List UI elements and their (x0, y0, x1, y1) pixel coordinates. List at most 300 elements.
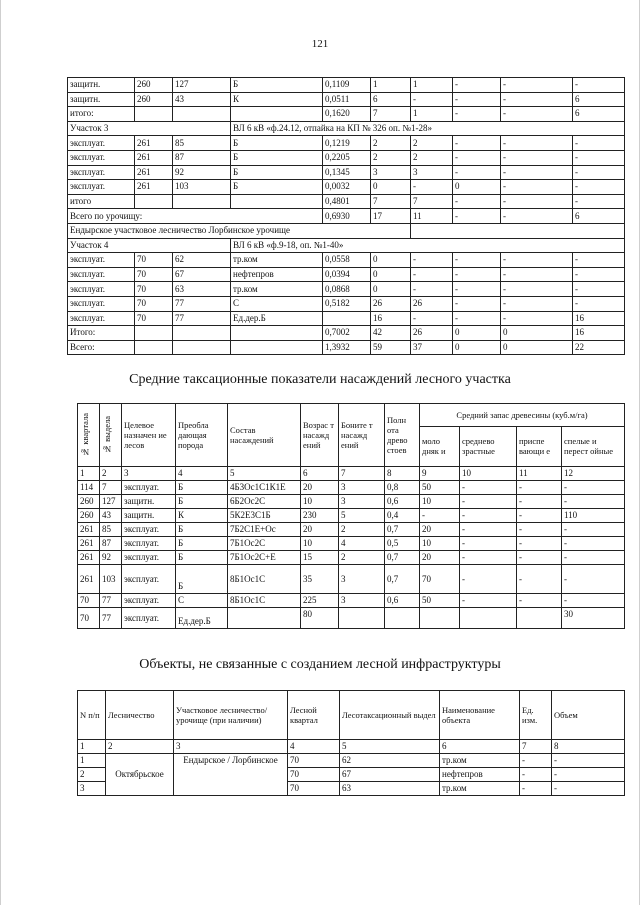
table-row (68, 194, 625, 209)
table-cell: 261 (135, 150, 173, 165)
objects-body (78, 740, 625, 796)
table-cell: 70 (420, 565, 460, 594)
table-cell (231, 326, 323, 341)
table-cell: - (420, 509, 460, 523)
table-cell: эксплуат. (122, 537, 176, 551)
column-number: 2 (100, 467, 122, 481)
table-cell: 110 (562, 509, 625, 523)
col-num: N п/п (78, 691, 106, 740)
table-cell: - (562, 565, 625, 594)
table-cell: 35 (301, 565, 339, 594)
table-cell: 77 (100, 608, 122, 629)
table-cell: 4Б3Ос1С1К1Е (228, 481, 301, 495)
table-cell: 80 (301, 608, 339, 629)
table-cell: - (460, 594, 517, 608)
table-cell: - (460, 551, 517, 565)
table-row (68, 282, 625, 297)
table-cell: 1 (78, 754, 106, 768)
table-cell: 26 (371, 296, 411, 311)
table-cell: 43 (173, 92, 231, 107)
table-cell: - (517, 509, 562, 523)
table-cell: С (231, 296, 323, 311)
table-cell: Б (176, 565, 228, 594)
col-stock: Средний запас древесины (куб.м/га) (420, 404, 625, 427)
table-cell (385, 608, 420, 629)
table-cell (173, 340, 231, 355)
table-cell: - (453, 92, 501, 107)
table-cell: 70 (135, 296, 173, 311)
table-cell: 62 (173, 253, 231, 268)
table-cell: - (573, 194, 625, 209)
table-cell: 8Б1Ос1С (228, 594, 301, 608)
table-cell: 1,3932 (323, 340, 371, 355)
table-cell: - (460, 523, 517, 537)
table-cell (323, 311, 371, 326)
table-cell: 70 (135, 311, 173, 326)
total-label: Всего по урочищу: (68, 209, 323, 224)
column-number: 3 (174, 740, 288, 754)
table-cell: 0,0868 (323, 282, 371, 297)
table-row (68, 311, 625, 326)
table-cell: 0,0032 (323, 180, 371, 195)
table-cell: - (573, 165, 625, 180)
table-cell: 3 (78, 782, 106, 796)
table-cell: 3 (411, 165, 453, 180)
table-cell: 0 (371, 282, 411, 297)
table-cell: 0,6930 (323, 209, 371, 224)
col-middle: среднево зрастные (460, 426, 517, 466)
table-cell: эксплуат. (122, 481, 176, 495)
section-label: Участок 3 (68, 121, 231, 136)
table-cell: 20 (420, 551, 460, 565)
table-cell: Б (231, 136, 323, 151)
table-cell (411, 223, 625, 238)
table-cell: 261 (78, 551, 100, 565)
column-number: 1 (78, 467, 100, 481)
table-cell: - (453, 165, 501, 180)
table-cell: - (411, 311, 453, 326)
table-cell: - (453, 150, 501, 165)
table-cell: - (517, 523, 562, 537)
col-premature: приспе вающи е (517, 426, 562, 466)
table-cell (135, 326, 173, 341)
column-number: 5 (340, 740, 440, 754)
table-cell: 16 (573, 326, 625, 341)
table-cell: - (520, 782, 552, 796)
col-forestry: Лесничество (106, 691, 174, 740)
table-row (68, 238, 625, 253)
table-cell: С (176, 594, 228, 608)
table-cell: 42 (371, 326, 411, 341)
table-cell: - (501, 150, 573, 165)
table-cell: 1 (411, 78, 453, 93)
table-cell: 0 (371, 180, 411, 195)
table-cell: 70 (135, 253, 173, 268)
table-row (68, 253, 625, 268)
table-cell: 20 (420, 523, 460, 537)
table-cell: 22 (573, 340, 625, 355)
table-cell: 0,7002 (323, 326, 371, 341)
table-cell: 10 (301, 495, 339, 509)
table-cell: 85 (173, 136, 231, 151)
table-cell: - (501, 267, 573, 282)
table-cell: эксплуат. (122, 551, 176, 565)
table-cell: - (453, 311, 501, 326)
table-cell: - (573, 296, 625, 311)
table-cell: 26 (411, 296, 453, 311)
table-row (68, 121, 625, 136)
table-cell: 70 (135, 282, 173, 297)
table-cell: 0,0558 (323, 253, 371, 268)
table-cell: 77 (100, 594, 122, 608)
column-number: 7 (520, 740, 552, 754)
table-row (68, 107, 625, 122)
table-cell: 92 (173, 165, 231, 180)
table-cell: 0 (371, 267, 411, 282)
table-cell: 37 (411, 340, 453, 355)
table-row (68, 165, 625, 180)
table-cell: 63 (173, 282, 231, 297)
table-cell: 70 (78, 594, 100, 608)
table-cell: 0,6 (385, 594, 420, 608)
table-cell (173, 107, 231, 122)
table-cell: - (501, 107, 573, 122)
table-cell: 6 (573, 107, 625, 122)
table-cell: 7Б1Ос2С+Е (228, 551, 301, 565)
table-cell: - (517, 537, 562, 551)
table-cell: - (562, 537, 625, 551)
table-cell: - (453, 209, 501, 224)
table-cell: 67 (173, 267, 231, 282)
table-cell: - (460, 565, 517, 594)
table-cell: - (453, 107, 501, 122)
table-cell: 7 (100, 481, 122, 495)
table-cell: - (562, 594, 625, 608)
table-cell (460, 608, 517, 629)
table-cell: 70 (288, 768, 340, 782)
table-cell: - (501, 78, 573, 93)
table-cell: - (453, 194, 501, 209)
table-cell: 0 (501, 326, 573, 341)
table-cell: - (552, 768, 625, 782)
col-kvartal: № квартала (78, 404, 100, 467)
table-cell (173, 194, 231, 209)
column-number: 4 (176, 467, 228, 481)
table-cell: Б (231, 165, 323, 180)
table-cell: 50 (420, 594, 460, 608)
table-cell: 20 (301, 523, 339, 537)
table-cell: Ед.дер.Б (176, 608, 228, 629)
table-cell: 261 (135, 180, 173, 195)
table-row (68, 267, 625, 282)
left-page-edge (0, 0, 1, 905)
table-cell (173, 326, 231, 341)
col-dominant: Преобла дающая порода (176, 404, 228, 467)
table-row (68, 296, 625, 311)
column-number: 11 (517, 467, 562, 481)
table-cell: - (453, 296, 501, 311)
table-cell: - (501, 194, 573, 209)
table-cell: 8Б1Ос1С (228, 565, 301, 594)
table-cell: 10 (420, 495, 460, 509)
table-cell: 67 (340, 768, 440, 782)
table-cell: 2 (339, 523, 385, 537)
column-number: 7 (339, 467, 385, 481)
table-cell: 16 (573, 311, 625, 326)
table-cell: 10 (301, 537, 339, 551)
table-row (78, 523, 625, 537)
table-row (68, 326, 625, 341)
table-cell: 87 (173, 150, 231, 165)
table-cell: эксплуат. (122, 594, 176, 608)
table-cell: нефтепров (231, 267, 323, 282)
table-cell: 0,2205 (323, 150, 371, 165)
table-row (68, 92, 625, 107)
table-row (68, 223, 625, 238)
table-cell: эксплуат. (122, 608, 176, 629)
table-cell: итого: (68, 107, 135, 122)
col-mature: спелые и перест ойные (562, 426, 625, 466)
table-cell: Б (176, 481, 228, 495)
table-cell: защитн. (68, 92, 135, 107)
table-cell: 3 (371, 165, 411, 180)
table-cell: - (460, 481, 517, 495)
table-cell: Б (231, 150, 323, 165)
table-cell: - (517, 594, 562, 608)
table-cell (228, 608, 301, 629)
table-cell: эксплуат. (68, 296, 135, 311)
column-number: 10 (460, 467, 517, 481)
table-cell: тр.ком (440, 754, 520, 768)
table-cell: - (562, 495, 625, 509)
table-cell: - (411, 180, 453, 195)
table-cell: 70 (135, 267, 173, 282)
table-cell: 2 (411, 150, 453, 165)
table-cell (339, 608, 385, 629)
table-row (78, 754, 625, 768)
table-cell: эксплуат. (68, 282, 135, 297)
table-row (68, 180, 625, 195)
table-cell: 20 (301, 481, 339, 495)
table-row (78, 495, 625, 509)
table-cell: - (552, 782, 625, 796)
table-cell: 70 (78, 608, 100, 629)
table-cell: 7Б2С1Е+Ос (228, 523, 301, 537)
table-cell: 260 (78, 495, 100, 509)
table-cell: - (520, 768, 552, 782)
table-cell: 0,7 (385, 523, 420, 537)
table-cell: 260 (78, 509, 100, 523)
table-cell: 7 (371, 107, 411, 122)
table-cell: эксплуат. (68, 165, 135, 180)
page-number: 121 (311, 38, 329, 50)
column-number: 6 (301, 467, 339, 481)
district-name: Ендырское / Лорбинское (174, 754, 288, 796)
table-cell: 6 (573, 209, 625, 224)
table-cell: защитн. (122, 509, 176, 523)
table-cell: Итого: (68, 326, 135, 341)
table-cell: К (231, 92, 323, 107)
table-cell: - (501, 136, 573, 151)
table-cell: 26 (411, 326, 453, 341)
table-cell: тр.ком (231, 253, 323, 268)
col-density: Полн ота древо стоев (385, 404, 420, 467)
table-cell: 6Б2Ос2С (228, 495, 301, 509)
table-cell: 260 (135, 92, 173, 107)
column-number: 8 (385, 467, 420, 481)
table-cell: эксплуат. (68, 267, 135, 282)
column-numbers-row (78, 467, 625, 481)
table-cell: - (411, 253, 453, 268)
table-cell: 5К2Е3С1Б (228, 509, 301, 523)
stand-indicators-table (77, 403, 625, 629)
table-cell: - (453, 282, 501, 297)
table-cell: 16 (371, 311, 411, 326)
table-cell: 0,1219 (323, 136, 371, 151)
table-cell (135, 340, 173, 355)
col-unit: Ед. изм. (520, 691, 552, 740)
table-cell (517, 608, 562, 629)
table-cell: 15 (301, 551, 339, 565)
table-cell: - (562, 523, 625, 537)
table-cell: итого (68, 194, 135, 209)
table-cell (135, 194, 173, 209)
table-cell (231, 340, 323, 355)
table-cell: 70 (288, 782, 340, 796)
table-cell: - (501, 165, 573, 180)
table-cell: 7Б1Ос2С (228, 537, 301, 551)
col-composition: Состав насаждений (228, 404, 301, 467)
table-row (78, 509, 625, 523)
table-cell: эксплуат. (68, 180, 135, 195)
table-cell (231, 194, 323, 209)
table-cell: 261 (135, 136, 173, 151)
table-cell: нефтепров (440, 768, 520, 782)
table-cell: - (573, 150, 625, 165)
table-cell: 0,7 (385, 551, 420, 565)
table-row (68, 136, 625, 151)
table-cell: 2 (371, 150, 411, 165)
column-numbers-row (78, 740, 625, 754)
col-bonitet: Боните т насажд ений (339, 404, 385, 467)
easement-table-body (68, 78, 625, 355)
table-cell: 5 (339, 509, 385, 523)
table-cell: 0,8 (385, 481, 420, 495)
table-cell: - (411, 92, 453, 107)
table-cell: эксплуат. (68, 253, 135, 268)
col-age: Возрас т насажд ений (301, 404, 339, 467)
table-cell: 7 (411, 194, 453, 209)
section-description: ВЛ 6 кВ «ф.9-18, оп. №1-40» (231, 238, 625, 253)
table-cell: 261 (78, 523, 100, 537)
table-cell: - (411, 267, 453, 282)
forestry-name: Октябрьское (106, 754, 174, 796)
table-cell: 0,5182 (323, 296, 371, 311)
table-cell: 17 (371, 209, 411, 224)
table-cell: - (501, 209, 573, 224)
table-cell: - (573, 78, 625, 93)
table-cell: - (501, 180, 573, 195)
table-cell: 70 (288, 754, 340, 768)
table-cell: - (460, 495, 517, 509)
table-cell: - (517, 495, 562, 509)
table-cell (135, 107, 173, 122)
table-cell: - (501, 311, 573, 326)
col-district: Участковое лесничество/урочище (при наличии) (174, 691, 288, 740)
table-row (68, 150, 625, 165)
table-row (68, 78, 625, 93)
column-number: 12 (562, 467, 625, 481)
table-cell: 0,6 (385, 495, 420, 509)
column-number: 6 (440, 740, 520, 754)
table-cell: 11 (411, 209, 453, 224)
table-cell: 3 (339, 565, 385, 594)
col-quarter: Лесной квартал (288, 691, 340, 740)
table-cell: 0 (453, 326, 501, 341)
table-cell: - (573, 282, 625, 297)
table-cell: К (176, 509, 228, 523)
table-cell: Б (176, 551, 228, 565)
table-cell: - (573, 136, 625, 151)
table-cell: 0,0394 (323, 267, 371, 282)
col-vydel: № выдела (100, 404, 122, 467)
table-cell: - (460, 537, 517, 551)
table-cell: 30 (562, 608, 625, 629)
table-cell: 261 (78, 537, 100, 551)
col-young: моло дняк и (420, 426, 460, 466)
table-cell: 114 (78, 481, 100, 495)
table-cell: - (573, 253, 625, 268)
table-cell: 2 (78, 768, 106, 782)
table-cell: 50 (420, 481, 460, 495)
table-cell: 225 (301, 594, 339, 608)
table-cell: защитн. (68, 78, 135, 93)
table-cell: 0 (453, 180, 501, 195)
stand-indicators-body (78, 467, 625, 629)
table-cell: 2 (371, 136, 411, 151)
table-cell: Б (176, 495, 228, 509)
table-cell: 0,7 (385, 565, 420, 594)
table-cell: эксплуат. (68, 150, 135, 165)
table-cell: 0,4 (385, 509, 420, 523)
table-cell: 0,1620 (323, 107, 371, 122)
table-cell: - (453, 136, 501, 151)
table-cell: 0 (453, 340, 501, 355)
table-cell: - (501, 296, 573, 311)
forestry-label: Ендырское участковое лесничество Лорбинское урочище (68, 223, 411, 238)
table-cell: 0,4801 (323, 194, 371, 209)
table-cell: 85 (100, 523, 122, 537)
table-cell: 127 (100, 495, 122, 509)
table-cell: Б (231, 180, 323, 195)
table-cell: 62 (340, 754, 440, 768)
col-allotment: Лесотаксационный выдел (340, 691, 440, 740)
table-cell: Б (176, 523, 228, 537)
table-row (78, 481, 625, 495)
objects-table (77, 690, 625, 796)
table-cell: 87 (100, 537, 122, 551)
table-cell: 2 (411, 136, 453, 151)
objects-title: Объекты, не связанные с созданием лесной инфраструктуры (139, 657, 501, 672)
table-cell: - (460, 509, 517, 523)
table-cell: 6 (573, 92, 625, 107)
table-cell: - (517, 481, 562, 495)
table-cell: эксплуат. (122, 565, 176, 594)
table-cell: 0 (371, 253, 411, 268)
table-cell: 3 (339, 594, 385, 608)
table-cell: Б (231, 78, 323, 93)
table-cell: - (501, 92, 573, 107)
